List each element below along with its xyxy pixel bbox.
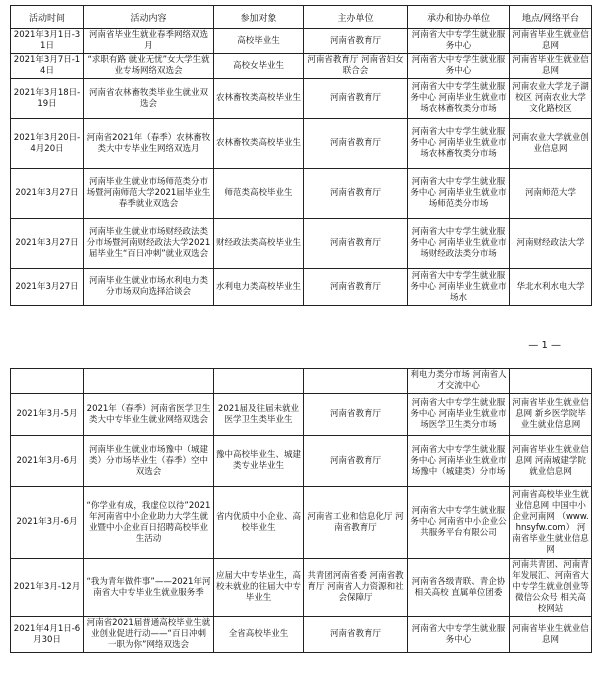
cell-time: 2021年3月-12月	[11, 559, 84, 617]
cell-target: 师范类高校毕业生	[214, 169, 304, 219]
cell-target: 2021届及往届未就业医学卫生类毕业生	[214, 394, 304, 436]
cell-host: 河南省工业和信息化厅 河南省教育厅	[304, 487, 408, 559]
cell-target: 农林畜牧类高校毕业生	[214, 79, 304, 119]
cell-target: 财经政法类高校毕业生	[214, 219, 304, 269]
table-row	[11, 29, 592, 54]
cell-target: 全省高校毕业生	[214, 617, 304, 653]
cell-time: 2021年3月7日-14日	[11, 54, 84, 79]
cell-time: 2021年3月-6月	[11, 487, 84, 559]
cell-time: 2021年4月1日-6月30日	[11, 617, 84, 653]
cell-host: 河南省教育厅	[304, 436, 408, 487]
cell-target: 水利电力类高校毕业生	[214, 269, 304, 306]
cell-organizer: 河南省大中专学生就业服务中心 河南毕业生就业市场农林畜牧类分市场	[408, 79, 510, 119]
cell-host: 河南省教育厅	[304, 394, 408, 436]
schedule-table-page-1	[10, 5, 592, 306]
cell-target: 高校毕业生	[214, 29, 304, 54]
table-row	[11, 436, 592, 487]
cell-venue: 河南省毕业生就业信息网	[510, 29, 592, 54]
cell-time: 2021年3月1日-31日	[11, 29, 84, 54]
cell-venue: 河南农业大学龙子湖校区 河南农业大学文化路校区	[510, 79, 592, 119]
table-row	[11, 394, 592, 436]
cell-host: 河南省教育厅	[304, 169, 408, 219]
cell-organizer: 河南省各级青联、青企协相关高校 直属单位团委	[408, 559, 510, 617]
cell-venue: 河南共青团、河南青年发展汇、河南省大中专学生就业创业等微信公众号 相关高校网站	[510, 559, 592, 617]
cell-target: 应届大中专毕业生，高校未就业的往届大中专毕业生	[214, 559, 304, 617]
cell-host: 共青团河南省委 河南省教育厅 河南省人力资源和社会保障厅	[304, 559, 408, 617]
cell-content: 河南毕业生就业市场豫中（城建类）分市场毕业生（春季）空中双选会	[84, 436, 214, 487]
cell-time: 2021年3月-6月	[11, 436, 84, 487]
cell-organizer: 河南省大中专学生就业服务中心 河南毕业生就业市场财经政法类分市场	[408, 219, 510, 269]
cell-content: 河南毕业生就业市场师范类分市场暨河南师范大学2021届毕业生春季就业双选会	[84, 169, 214, 219]
cell-content: 河南省农林畜牧类毕业生就业双选会	[84, 79, 214, 119]
table-row	[11, 559, 592, 617]
cell-content: 河南毕业生就业市场水利电力类分市场双向选择洽谈会	[84, 269, 214, 306]
page-2-table-wrap	[10, 368, 591, 653]
table-header-row	[11, 6, 592, 29]
cell-organizer: 河南省大中专学生就业服务中心	[408, 617, 510, 653]
page-number: — 1 —	[528, 340, 561, 351]
table-row	[11, 617, 592, 653]
cell-organizer: 河南省大中专学生就业服务中心 河南毕业生就业市场医学卫生类分市场	[408, 394, 510, 436]
col-header-host: 主办单位	[304, 6, 408, 29]
table-row	[11, 119, 592, 169]
cell-content: “求职有路 就业无忧”女大学生就业专场网络双选会	[84, 54, 214, 79]
cell-venue: 华北水利水电大学	[510, 269, 592, 306]
page-1-table-wrap	[10, 5, 591, 306]
cell-venue: 河南省毕业生就业信息网	[510, 54, 592, 79]
cell-content: 河南省2021届普通高校毕业生就业创业促进行动——“百日冲刺 一职为你”网络双选会	[84, 617, 214, 653]
cell-content: 河南省2021年（春季）农林畜牧类大中专毕业生网络双选月	[84, 119, 214, 169]
cell-target: 农林畜牧类高校毕业生	[214, 119, 304, 169]
cell-venue: 河南师范大学	[510, 169, 592, 219]
continuation-row	[11, 369, 592, 394]
cell-time: 2021年3月-5月	[11, 394, 84, 436]
cell-venue: 河南财经政法大学	[510, 219, 592, 269]
cell-venue: 河南省毕业生就业信息网 河南城建学院就业信息网	[510, 436, 592, 487]
cell-host: 河南省教育厅	[304, 269, 408, 306]
table-row	[11, 54, 592, 79]
cell-organizer: 河南省大中专学生就业服务中心 河南毕业生就业市场水	[408, 269, 510, 306]
cell-venue: 河南农业大学就业创业信息网	[510, 119, 592, 169]
cell-time: 2021年3月27日	[11, 269, 84, 306]
cell-target: 高校女毕业生	[214, 54, 304, 79]
cell-target: 省内优质中小企业、高校毕业生	[214, 487, 304, 559]
cell-organizer: 河南省大中专学生就业服务中心 河南省中小企业公共服务平台有限公司	[408, 487, 510, 559]
col-header-organizer: 承办和协办单位	[408, 6, 510, 29]
col-header-time: 活动时间	[11, 6, 84, 29]
table-row	[11, 169, 592, 219]
table-row	[11, 487, 592, 559]
table-row	[11, 269, 592, 306]
cell-organizer: 河南省大中专学生就业服务中心 河南毕业生就业市场豫中（城建类）分市场	[408, 436, 510, 487]
table-row	[11, 219, 592, 269]
cell-content: “你学业有成，我虚位以待”2021年河南省中小企业助力大学生就业暨中小企业百日招聘高校毕业生活动	[84, 487, 214, 559]
cell-venue: 河南省毕业生就业信息网	[510, 617, 592, 653]
cell-time: 2021年3月27日	[11, 219, 84, 269]
cell-venue: 河南省高校毕业生就业信息网 中国中小企业河南网 （www.hnsyfw.com） 河南省毕业生就业信息网	[510, 487, 592, 559]
cell-time: 2021年3月18日-19日	[11, 79, 84, 119]
cell-host: 河南省教育厅 河南省妇女联合会	[304, 54, 408, 79]
cell-time: 2021年3月27日	[11, 169, 84, 219]
cell-venue: 河南省毕业生就业信息网 新乡医学院毕业生就业信息网	[510, 394, 592, 436]
cell-host: 河南省教育厅	[304, 119, 408, 169]
cell-content: 2021年（春季）河南省医学卫生类大中专毕业生就业网络双选会	[84, 394, 214, 436]
cell-host: 河南省教育厅	[304, 29, 408, 54]
cell-host: 河南省教育厅	[304, 219, 408, 269]
cell-target: 豫中高校毕业生、城建类专业毕业生	[214, 436, 304, 487]
cell-content: 河南省毕业生就业春季网络双选月	[84, 29, 214, 54]
continuation-cell: 利电力类分市场 河南省人才交流中心	[408, 369, 510, 394]
col-header-venue: 地点/网络平台	[510, 6, 592, 29]
cell-content: 河南毕业生就业市场财经政法类分市场暨河南财经政法大学2021届毕业生“百日冲刺”就业双选会	[84, 219, 214, 269]
cell-host: 河南省教育厅	[304, 79, 408, 119]
cell-time: 2021年3月20日-4月20日	[11, 119, 84, 169]
cell-organizer: 河南省大中专学生就业服务中心 河南毕业生就业市场师范类分市场	[408, 169, 510, 219]
cell-host: 河南省教育厅	[304, 617, 408, 653]
cell-content: “我为青年做件事”——2021年河南省大中专毕业生就业服务季	[84, 559, 214, 617]
schedule-table-page-2	[10, 368, 592, 653]
cell-organizer: 河南省大中专学生就业服务中心	[408, 29, 510, 54]
col-header-target: 参加对象	[214, 6, 304, 29]
cell-organizer: 河南省大中专学生就业服务中心 河南毕业生就业市场农林畜牧类分市场	[408, 119, 510, 169]
col-header-content: 活动内容	[84, 6, 214, 29]
cell-organizer: 河南省大中专学生就业服务中心	[408, 54, 510, 79]
table-row	[11, 79, 592, 119]
